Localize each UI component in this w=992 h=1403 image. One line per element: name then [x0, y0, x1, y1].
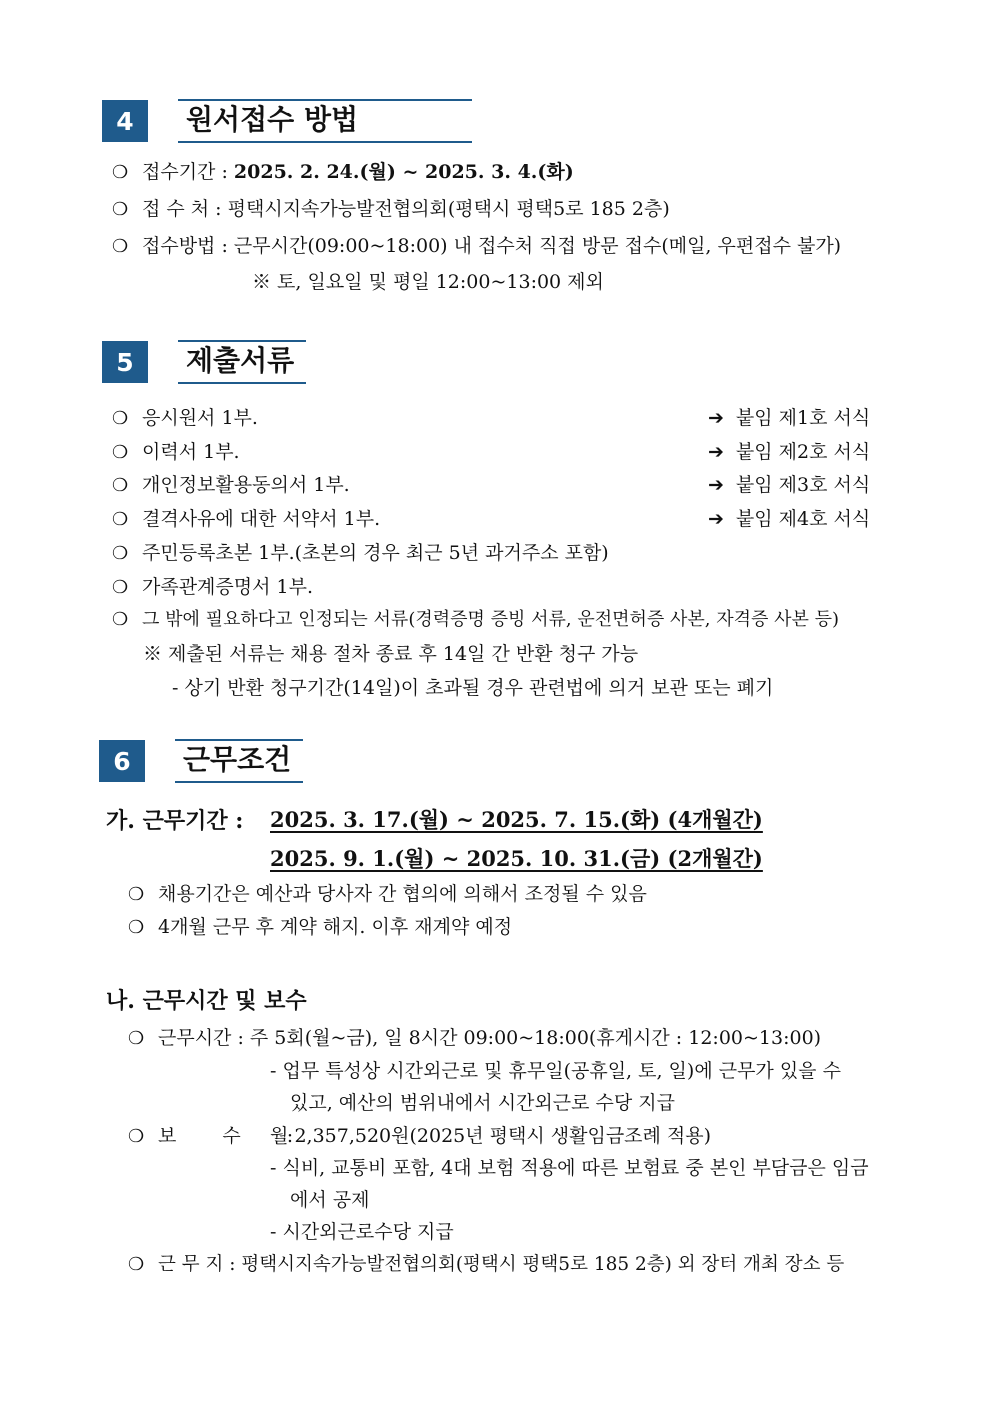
list-item: ❍ 근 무 지 : 평택시지속가능발전협의회(평택시 평택5로 185 2층) 외 장터 개최 장소 등 — [128, 1254, 845, 1275]
circle-bullet-icon: ❍ — [112, 509, 129, 530]
list-item: ❍ 접수기간 : 2025. 2. 24.(월) ~ 2025. 3. 4.(화) — [112, 161, 574, 183]
attachment-ref: ➔ 붙임 제4호 서식 — [708, 508, 871, 530]
circle-bullet-icon: ❍ — [112, 475, 129, 496]
note: - 시간외근로수당 지급 — [270, 1221, 454, 1243]
circle-bullet-icon: ❍ — [112, 442, 129, 463]
note: - 식비, 교통비 포함, 4대 보험 적용에 따른 보험료 중 본인 부담금은 임금 — [270, 1157, 869, 1179]
list-item: ❍ 근무시간 : 주 5회(월~금), 일 8시간 09:00~18:00(휴게시간 : 12:00~13:00) — [128, 1027, 822, 1049]
arrow-right-icon: ➔ — [708, 407, 724, 429]
work-hours-pay-heading: 나. 근무시간 및 보수 — [106, 988, 307, 1014]
circle-bullet-icon: ❍ — [112, 408, 129, 429]
list-item: ❍ 응시원서 1부. — [112, 407, 258, 429]
list-item: ❍ 4개월 근무 후 계약 해지. 이후 재계약 예정 — [128, 916, 513, 938]
note: 있고, 예산의 범위내에서 시간외근로 수당 지급 — [290, 1092, 675, 1114]
circle-bullet-icon: ❍ — [112, 162, 129, 183]
list-item: ❍ 접수방법 : 근무시간(09:00~18:00) 내 접수처 직접 방문 접수(메일, 우편접수 불가) — [112, 235, 842, 257]
section-6-title: 근무조건 — [175, 739, 303, 783]
attachment-ref: ➔ 붙임 제2호 서식 — [708, 441, 871, 463]
list-item: ❍ 채용기간은 예산과 당사자 간 협의에 의해서 조정될 수 있음 — [128, 883, 647, 905]
attachment-ref: ➔ 붙임 제3호 서식 — [708, 474, 871, 496]
attachment-ref: ➔ 붙임 제1호 서식 — [708, 407, 871, 429]
list-item: ❍ 결격사유에 대한 서약서 1부. — [112, 508, 381, 530]
list-item: ❍ 개인정보활용동의서 1부. — [112, 474, 350, 496]
work-period-label: 가. 근무기간 : — [106, 808, 244, 834]
arrow-right-icon: ➔ — [708, 474, 724, 496]
circle-bullet-icon: ❍ — [112, 543, 129, 564]
list-item: ❍ 보 수 : 월 2,357,520원(2025년 평택시 생활임금조례 적용) — [128, 1125, 712, 1147]
circle-bullet-icon: ❍ — [112, 199, 129, 220]
arrow-right-icon: ➔ — [708, 441, 724, 463]
section-5-title: 제출서류 — [178, 340, 306, 384]
circle-bullet-icon: ❍ — [128, 917, 145, 938]
circle-bullet-icon: ❍ — [128, 1028, 145, 1049]
list-item: ❍ 주민등록초본 1부.(초본의 경우 최근 5년 과거주소 포함) — [112, 542, 609, 564]
list-item: ❍ 이력서 1부. — [112, 441, 240, 463]
section-6-number: 6 — [99, 740, 145, 782]
note: ※ 제출된 서류는 채용 절차 종료 후 14일 간 반환 청구 가능 — [143, 643, 639, 665]
note: 에서 공제 — [290, 1189, 370, 1211]
section-5-number: 5 — [102, 341, 148, 383]
note: ※ 토, 일요일 및 평일 12:00~13:00 제외 — [252, 271, 604, 293]
note: - 상기 반환 청구기간(14일)이 초과될 경우 관련법에 의거 보관 또는 폐기 — [172, 677, 774, 699]
list-item: ❍ 가족관계증명서 1부. — [112, 576, 313, 598]
work-period-2: 2025. 9. 1.(월) ~ 2025. 10. 31.(금) (2개월간) — [270, 846, 763, 871]
circle-bullet-icon: ❍ — [128, 1126, 145, 1147]
circle-bullet-icon: ❍ — [128, 1254, 145, 1275]
note: - 업무 특성상 시간외근로 및 휴무일(공휴일, 토, 일)에 근무가 있을 수 — [270, 1060, 841, 1082]
circle-bullet-icon: ❍ — [112, 577, 129, 598]
section-4-title: 원서접수 방법 — [178, 99, 472, 143]
list-item: ❍ 그 밖에 필요하다고 인정되는 서류(경력증명 증빙 서류, 운전면허증 사본, 자격증 사본 등) — [112, 609, 840, 630]
list-item: ❍ 접 수 처 : 평택시지속가능발전협의회(평택시 평택5로 185 2층) — [112, 198, 670, 220]
section-4-number: 4 — [102, 100, 148, 142]
work-period-1: 2025. 3. 17.(월) ~ 2025. 7. 15.(화) (4개월간) — [270, 807, 763, 832]
arrow-right-icon: ➔ — [708, 508, 724, 530]
circle-bullet-icon: ❍ — [112, 236, 129, 257]
circle-bullet-icon: ❍ — [112, 609, 129, 630]
circle-bullet-icon: ❍ — [128, 884, 145, 905]
